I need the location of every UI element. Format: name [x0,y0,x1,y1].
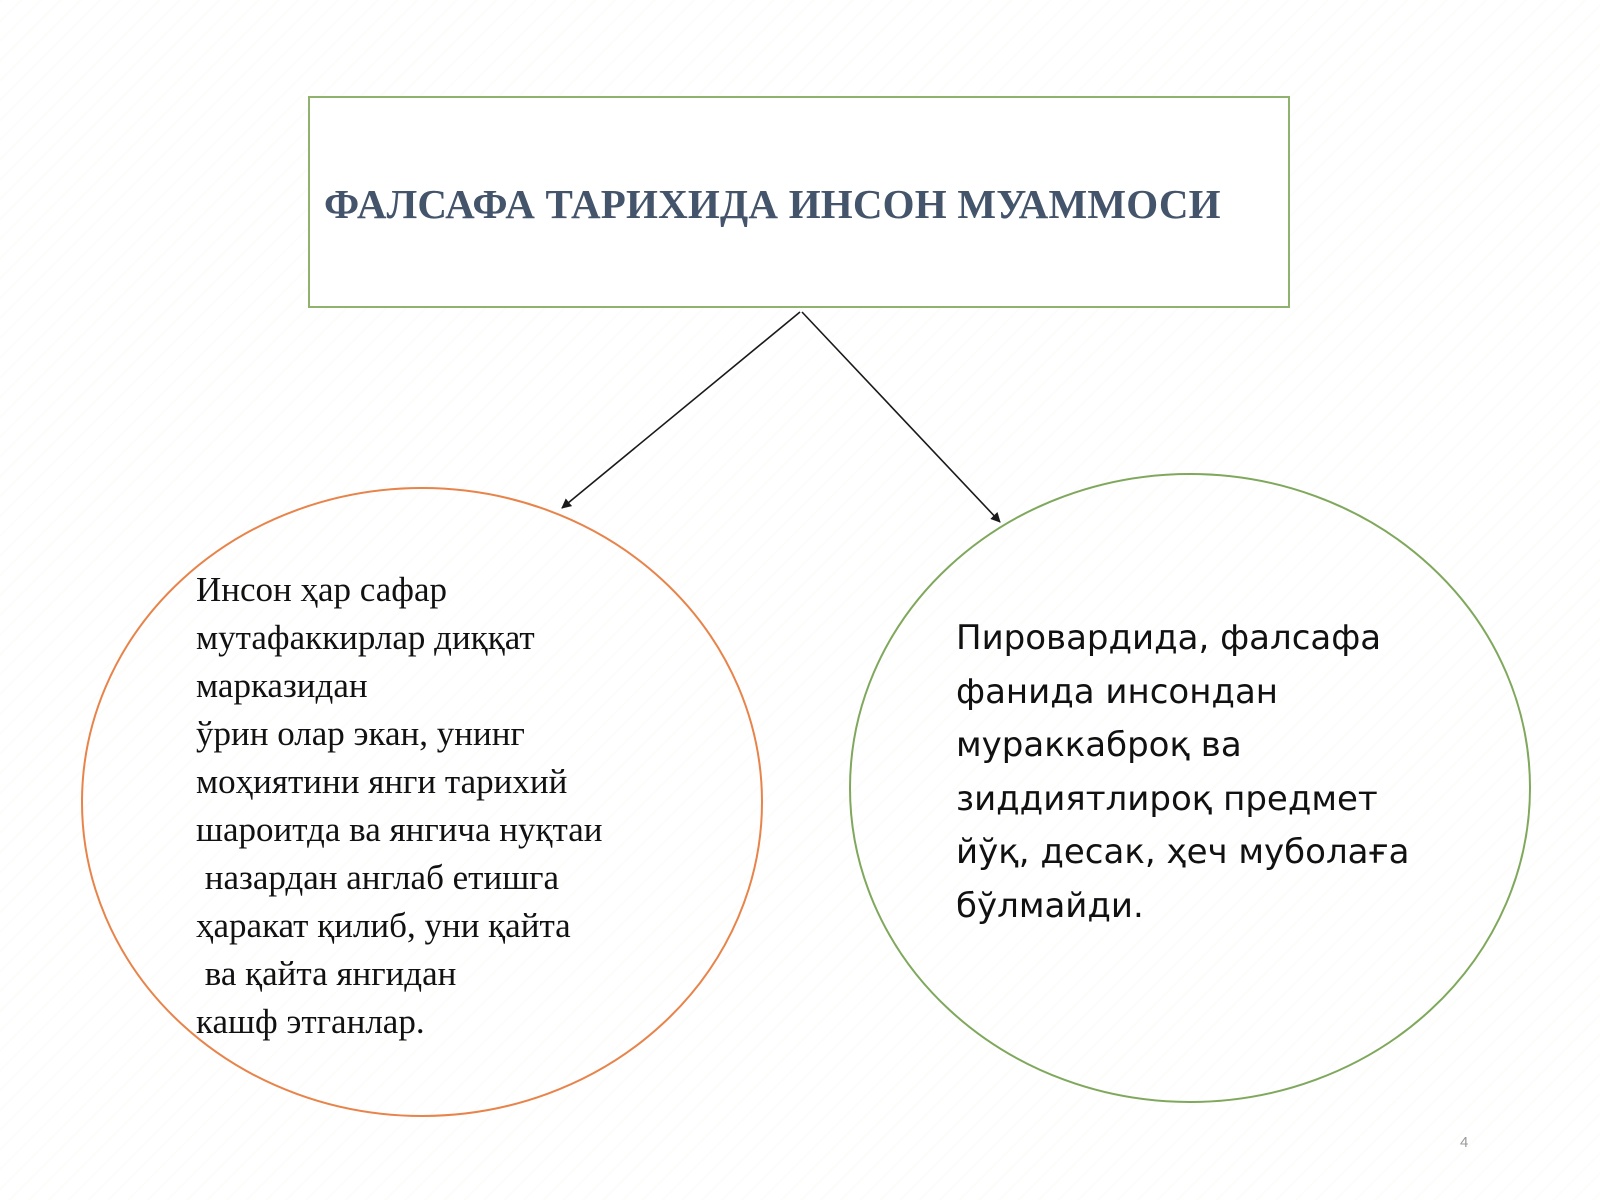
left-arrow [562,312,800,508]
title-text: ФАЛСАФА ТАРИХИДА ИНСОН МУАММОСИ [324,181,1221,227]
page-number: 4 [1460,1134,1469,1151]
right-circle-text: Пировардида, фалсафа фанида инсондан мураккаброқ ва зиддиятлироқ предмет йўқ, десак, ҳеч муболаға бўлмайди. [956,618,1410,926]
title-box [308,96,1290,308]
right-arrow [802,312,1000,522]
left-circle-text: Инсон ҳар сафар мутафаккирлар диққат марказидан ўрин олар экан, унинг моҳиятини янги тарихий шароитда ва янгича нуқтаи назардан англаб етишга ҳаракат қилиб, уни қайта ва қайта янгидан кашф этганлар. [196,570,603,1041]
